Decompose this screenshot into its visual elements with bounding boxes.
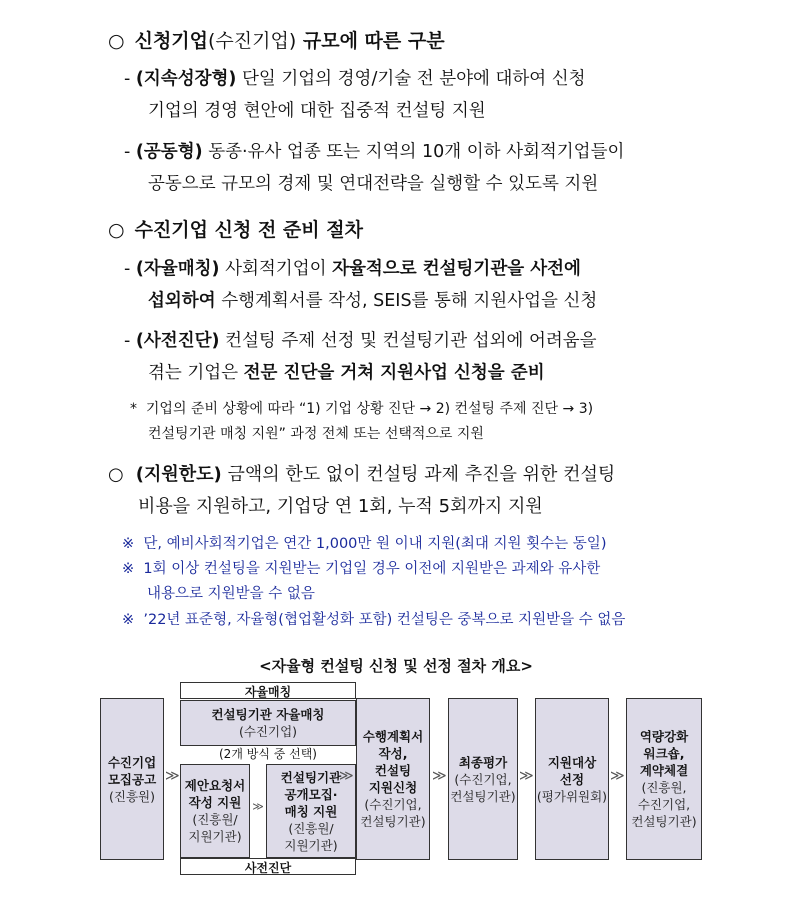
self-match-label: 자율매칭 <box>244 685 292 699</box>
choice-note: (2개 방식 중 선택) <box>219 747 317 761</box>
section1-item-joint: - (공동형) 동종·유사 업종 또는 지역의 10개 이하 사회적기업들이 공동으로 규모의 경제 및 연대전략을 실행할 수 있도록 지원 <box>124 142 625 194</box>
step-workshop-contract: 역량강화 워크숍, 계약체결 (진흥원, 수진기업, 컨설팅기관) <box>626 698 702 860</box>
chevron-right-icon: ≫ <box>519 768 534 784</box>
step-plan-application: 수행계획서 작성, 컨설팅 지원신청 (수진기업, 컨설팅기관) <box>356 698 430 860</box>
note-2: ※ 1회 이상 컨설팅을 지원받는 기업일 경우 이전에 지원받은 과제와 유사한 내용으로 지원받을 수 없음 <box>122 561 601 602</box>
step-final-evaluation: 최종평가 (수진기업, 컨설팅기관) <box>448 698 518 860</box>
section2-item-pre-diagnosis: - (사전진단) 컨설팅 주제 선정 및 컨설팅기관 섭외에 어려움을 겪는 기업은 전문 진단을 거쳐 지원사업 신청을 준비 <box>124 331 597 383</box>
section1-heading: ○ 신청기업(수진기업) 규모에 따른 구분 <box>108 30 445 52</box>
section2-star-note: * 기업의 준비 상황에 따라 “1) 기업 상황 진단 → 2) 컨설팅 주제 진단 → 3) 컨설팅기관 매칭 지원” 과정 전체 또는 선택적으로 지원 <box>130 401 594 442</box>
pre-diagnosis-label: 사전진단 <box>244 861 292 875</box>
circle-bullet-icon: ○ <box>108 464 124 485</box>
flow-title: <자율형 컨설팅 신청 및 선정 절차 개요> <box>259 657 533 675</box>
chevron-right-icon: ≫ <box>165 768 180 784</box>
section3-support-limit: ○ (지원한도) 금액의 한도 없이 컨설팅 과제 추진을 위한 컨설팅 비용을 지원하고, 기업당 연 1회, 누적 5회까지 지원 <box>108 464 616 517</box>
step-proposal-support: 제안요청서 작성 지원 (진흥원/ 지원기관) <box>180 764 250 858</box>
step-self-matching: 컨설팅기관 자율매칭 (수진기업) <box>180 700 356 746</box>
note-1: ※ 단, 예비사회적기업은 연간 1,000만 원 이내 지원(최대 지원 횟수는 동일) <box>122 536 607 552</box>
step-recruit-matching: 컨설팅기관 공개모집· 매칭 지원 (진흥원/ 지원기관) <box>266 764 356 858</box>
section2-item-self-match: - (자율매칭) 사회적기업이 자율적으로 컨설팅기관을 사전에 섭외하여 수행계획서를 작성, SEIS를 통해 지원사업을 신청 <box>124 259 598 311</box>
chevron-right-icon: ≫ <box>339 768 354 784</box>
chevron-right-icon: ≫ <box>610 768 625 784</box>
step-recruit-notice: 수진기업 모집공고 (진흥원) <box>100 698 164 860</box>
circle-bullet-icon: ○ <box>108 219 125 241</box>
circle-bullet-icon: ○ <box>108 30 125 52</box>
step-selection: 지원대상 선정 (평가위원회) <box>535 698 609 860</box>
section1-item-growth: - (지속성장형) 단일 기업의 경영/기술 전 분야에 대하여 신청 기업의 경영 현안에 대한 집중적 컨설팅 지원 <box>124 69 586 121</box>
section2-heading: ○ 수진기업 신청 전 준비 절차 <box>108 219 363 241</box>
chevron-right-icon: ≫ <box>252 800 264 813</box>
chevron-right-icon: ≫ <box>432 768 447 784</box>
note-3: ※ ’22년 표준형, 자율형(협업활성화 포함) 컨설팅은 중복으로 지원받을 수 없음 <box>122 612 626 628</box>
